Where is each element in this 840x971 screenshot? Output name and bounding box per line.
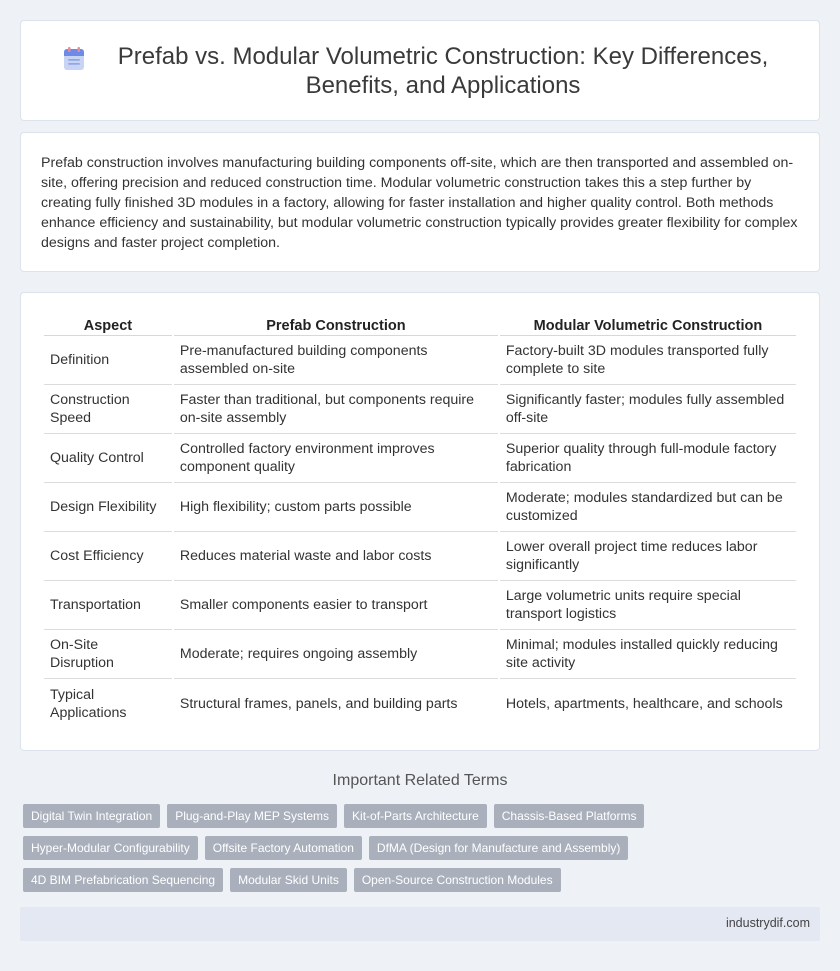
table-row <box>44 336 796 385</box>
table-row <box>44 434 796 483</box>
cell-prefab: Faster than traditional, but components require on-site assembly <box>174 385 498 434</box>
cell-prefab: Smaller components easier to transport <box>174 581 498 630</box>
cell-aspect: Design Flexibility <box>44 483 172 532</box>
cell-aspect: Definition <box>44 336 172 385</box>
related-term-tag[interactable]: Plug-and-Play MEP Systems <box>167 804 337 828</box>
related-term-tag[interactable]: Kit-of-Parts Architecture <box>344 804 487 828</box>
intro-card <box>20 132 820 272</box>
cell-modular: Lower overall project time reduces labor significantly <box>500 532 796 581</box>
page-title: Prefab vs. Modular Volumetric Construction: Key Differences, Benefits, and Applications <box>117 42 769 99</box>
cell-aspect: Typical Applications <box>50 686 127 721</box>
tag-row <box>23 804 823 828</box>
tag-row <box>23 836 823 860</box>
comparison-table <box>42 315 798 728</box>
cell-aspect: Quality Control <box>44 434 172 483</box>
related-terms-heading: Important Related Terms <box>332 772 508 789</box>
cell-aspect: On-Site Disruption <box>44 630 172 679</box>
table-row <box>44 385 796 434</box>
header-modular: Modular Volumetric Construction <box>500 315 796 336</box>
tag-row <box>23 868 823 892</box>
header-prefab: Prefab Construction <box>174 315 498 336</box>
cell-modular: Hotels, apartments, healthcare, and schools <box>505 695 783 712</box>
intro-paragraph: Prefab construction involves manufacturing building components off-site, which are then transported and assembled on-site, offering precision and reduced construction time. Modular volumetric construction takes this a step further by creating fully finished 3D modules in a factory, allowing for faster installation and higher quality control. Both methods enhance efficiency and sustainability, but modular volumetric construction typically provides greater flexibility for complex designs and faster project completion. <box>41 155 798 251</box>
cell-prefab: Structural frames, panels, and building parts <box>179 695 458 712</box>
related-term-tag[interactable]: Offsite Factory Automation <box>205 836 362 860</box>
related-term-tag[interactable]: Modular Skid Units <box>230 868 347 892</box>
cell-modular: Factory-built 3D modules transported fully complete to site <box>500 336 796 385</box>
comparison-table-card <box>20 292 820 751</box>
related-term-tag[interactable]: Hyper-Modular Configurability <box>23 836 198 860</box>
cell-modular: Significantly faster; modules fully assembled off-site <box>500 385 796 434</box>
cell-aspect: Cost Efficiency <box>44 532 172 581</box>
cell-modular: Moderate; modules standardized but can be customized <box>500 483 796 532</box>
table-row <box>44 630 796 679</box>
related-term-tag[interactable]: Open-Source Construction Modules <box>354 868 561 892</box>
table-row <box>44 483 796 532</box>
title-card <box>20 20 820 121</box>
footer-bar <box>20 907 820 941</box>
related-term-tag[interactable]: Chassis-Based Platforms <box>494 804 645 828</box>
cell-prefab: Reduces material waste and labor costs <box>174 532 498 581</box>
cell-modular: Minimal; modules installed quickly reducing site activity <box>500 630 796 679</box>
table-row <box>44 679 796 728</box>
calendar-document-icon <box>61 46 87 72</box>
table-row <box>44 581 796 630</box>
related-term-tag[interactable]: DfMA (Design for Manufacture and Assembly) <box>369 836 628 860</box>
cell-prefab: Pre-manufactured building components assembled on-site <box>174 336 498 385</box>
cell-prefab: Moderate; requires ongoing assembly <box>174 630 498 679</box>
footer-site-link[interactable]: industrydif.com <box>725 916 810 930</box>
cell-aspect: Transportation <box>44 581 172 630</box>
table-header-row <box>44 315 796 336</box>
table-row <box>44 532 796 581</box>
cell-aspect: Construction Speed <box>44 385 172 434</box>
cell-modular: Large volumetric units require special transport logistics <box>500 581 796 630</box>
related-term-tag[interactable]: 4D BIM Prefabrication Sequencing <box>23 868 223 892</box>
cell-prefab: Controlled factory environment improves component quality <box>174 434 498 483</box>
related-terms-tags <box>23 804 823 900</box>
related-term-tag[interactable]: Digital Twin Integration <box>23 804 160 828</box>
header-aspect: Aspect <box>44 315 172 336</box>
cell-modular: Superior quality through full-module factory fabrication <box>500 434 796 483</box>
cell-prefab: High flexibility; custom parts possible <box>174 483 498 532</box>
title-wrap <box>21 42 819 100</box>
